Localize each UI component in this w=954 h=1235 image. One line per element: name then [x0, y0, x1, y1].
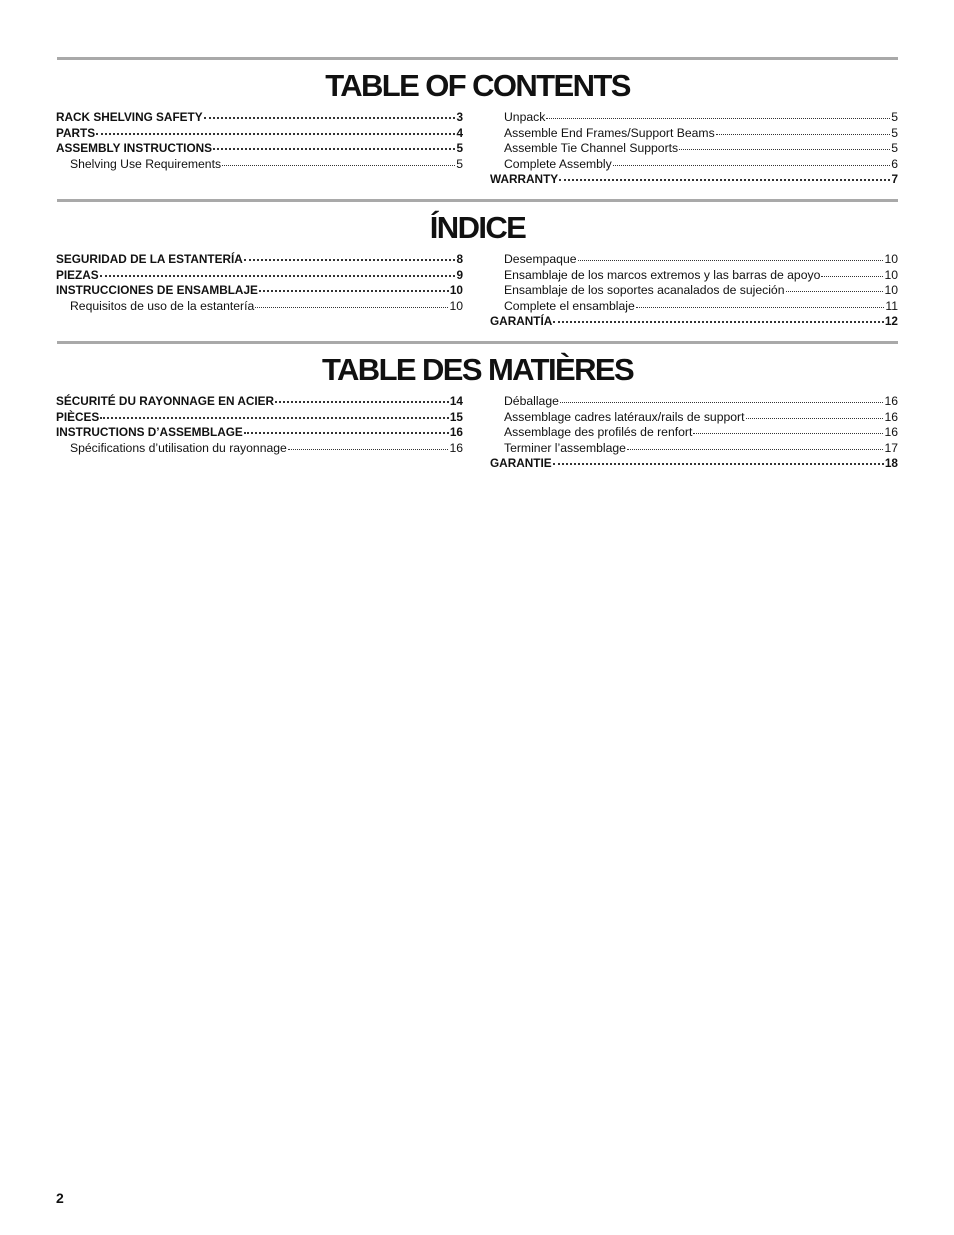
toc-entry-page: 5	[891, 125, 898, 140]
dot-leader	[100, 275, 456, 277]
toc-entry[interactable]	[490, 157, 898, 173]
toc-entry-label: Assemblage cadres latéraux/rails de support	[504, 409, 745, 424]
section-divider	[57, 57, 898, 60]
toc-section-french	[56, 341, 898, 470]
toc-entry[interactable]	[56, 126, 463, 142]
toc-entry-page: 14	[449, 394, 463, 408]
dot-leader	[560, 402, 884, 403]
toc-entry-label: Requisitos de uso de la estantería	[70, 298, 255, 313]
page-number: 2	[56, 1190, 64, 1206]
dot-leader	[244, 432, 449, 434]
toc-entry[interactable]	[56, 268, 463, 284]
toc-entry[interactable]	[490, 425, 898, 441]
toc-right-column	[490, 252, 898, 330]
toc-entry-page: 10	[884, 267, 898, 282]
toc-entry-page: 11	[885, 298, 898, 313]
dot-leader	[213, 148, 455, 150]
dot-leader	[259, 290, 449, 292]
toc-entry[interactable]	[490, 126, 898, 142]
toc-entry[interactable]	[56, 394, 463, 410]
toc-entry-label: SEGURIDAD DE LA ESTANTERÍA	[56, 252, 243, 266]
dot-leader	[627, 449, 884, 450]
toc-entry-page: 9	[456, 267, 463, 282]
toc-left-column	[56, 110, 463, 172]
toc-entry-label: GARANTÍA	[490, 314, 553, 328]
toc-entry[interactable]	[56, 141, 463, 157]
dot-leader	[693, 433, 883, 434]
toc-entry-label: PIEZAS	[56, 267, 99, 282]
dot-leader	[204, 117, 456, 119]
toc-entry-label: Complete Assembly	[504, 156, 612, 171]
dot-leader	[716, 134, 891, 135]
toc-entry[interactable]	[490, 441, 898, 457]
toc-entry-page: 10	[884, 252, 898, 266]
toc-entry-label: ASSEMBLY INSTRUCTIONS	[56, 141, 213, 155]
dot-leader	[821, 276, 883, 277]
dot-leader	[636, 307, 885, 308]
toc-entry-page: 10	[449, 283, 463, 297]
toc-entry-label: WARRANTY	[490, 172, 559, 186]
toc-right-column	[490, 110, 898, 188]
toc-entry-page: 12	[884, 314, 898, 328]
toc-entry-page: 16	[449, 440, 463, 455]
toc-entry-label: Spécifications d’utilisation du rayonnage	[70, 440, 287, 455]
toc-entry[interactable]	[490, 410, 898, 426]
section-title: TABLE DES MATIÈRES	[321, 352, 634, 387]
toc-entry-page: 5	[891, 141, 898, 155]
toc-entry-page: 4	[456, 125, 463, 140]
toc-entry-label: SÉCURITÉ DU RAYONNAGE EN ACIER	[56, 394, 275, 408]
toc-entry-label: Assemble End Frames/Support Beams	[504, 125, 715, 140]
dot-leader	[546, 118, 890, 119]
toc-entry-label: Assemblage des profilés de renfort	[504, 425, 693, 439]
toc-entry-page: 7	[891, 172, 898, 186]
toc-entry[interactable]	[490, 141, 898, 157]
toc-entry[interactable]	[56, 157, 463, 173]
toc-entry-page: 16	[449, 425, 463, 439]
toc-entry-page: 3	[456, 110, 463, 124]
toc-entry-page: 16	[884, 409, 898, 424]
toc-entry-page: 18	[884, 456, 898, 470]
toc-entry-page: 10	[449, 298, 463, 313]
dot-leader	[244, 259, 456, 261]
toc-entry-label: Ensamblaje de los soportes acanalados de sujeción	[504, 283, 785, 297]
toc-entry-page: 5	[891, 110, 898, 124]
dot-leader	[100, 417, 449, 419]
toc-entry[interactable]	[56, 299, 463, 315]
toc-entry-page: 10	[884, 283, 898, 297]
toc-entry[interactable]	[490, 456, 898, 472]
toc-entry-label: Shelving Use Requirements	[70, 156, 222, 171]
dot-leader	[288, 449, 449, 450]
toc-entry-label: Ensamblaje de los marcos extremos y las barras de apoyo	[504, 267, 821, 282]
toc-entry-label: Unpack	[504, 110, 546, 124]
toc-entry[interactable]	[56, 425, 463, 441]
toc-entry[interactable]	[56, 110, 463, 126]
toc-entry-page: 5	[456, 141, 463, 155]
dot-leader	[613, 165, 891, 166]
toc-entry-page: 16	[884, 425, 898, 439]
section-title: ÍNDICE	[429, 210, 526, 245]
toc-entry-label: Terminer l’assemblage	[504, 440, 626, 455]
toc-entry[interactable]	[490, 110, 898, 126]
dot-leader	[559, 179, 890, 181]
dot-leader	[96, 133, 455, 135]
toc-left-column	[56, 394, 463, 456]
toc-entry-label: PARTS	[56, 125, 96, 140]
dot-leader	[578, 260, 884, 261]
dot-leader	[255, 307, 448, 308]
dot-leader	[746, 418, 884, 419]
dot-leader	[786, 291, 884, 292]
toc-left-column	[56, 252, 463, 314]
toc-entry-label: GARANTIE	[490, 456, 552, 470]
toc-section-spanish	[56, 199, 898, 328]
toc-entry[interactable]	[490, 283, 898, 299]
toc-entry-page: 16	[884, 394, 898, 408]
toc-entry-label: Complete el ensamblaje	[504, 298, 635, 313]
toc-entry[interactable]	[490, 299, 898, 315]
toc-entry-label: Assemble Tie Channel Supports	[504, 141, 679, 155]
dot-leader	[553, 321, 884, 323]
section-title: TABLE OF CONTENTS	[325, 68, 630, 103]
section-divider	[57, 199, 898, 202]
toc-entry-page: 17	[884, 440, 898, 455]
toc-entry-label: INSTRUCTIONS D’ASSEMBLAGE	[56, 425, 243, 439]
section-divider	[57, 341, 898, 344]
dot-leader	[679, 149, 890, 150]
toc-entry[interactable]	[490, 252, 898, 268]
toc-entry-page: 6	[891, 156, 898, 171]
toc-entry-label: INSTRUCCIONES DE ENSAMBLAJE	[56, 283, 258, 297]
toc-entry[interactable]	[56, 283, 463, 299]
toc-entry[interactable]	[490, 394, 898, 410]
toc-entry-page: 15	[449, 409, 463, 424]
dot-leader	[553, 463, 884, 465]
toc-entry-label: RACK SHELVING SAFETY	[56, 110, 203, 124]
toc-entry[interactable]	[490, 314, 898, 330]
toc-entry-page: 5	[456, 156, 463, 171]
toc-entry[interactable]	[56, 252, 463, 268]
toc-entry-page: 8	[456, 252, 463, 266]
dot-leader	[222, 165, 455, 166]
toc-section-english	[56, 57, 898, 186]
toc-entry[interactable]	[490, 172, 898, 188]
toc-entry[interactable]	[56, 410, 463, 426]
toc-entry-label: PIÈCES	[56, 409, 100, 424]
toc-entry[interactable]	[56, 441, 463, 457]
toc-entry-label: Desempaque	[504, 252, 577, 266]
toc-entry-label: Déballage	[504, 394, 559, 408]
dot-leader	[275, 401, 449, 403]
toc-entry[interactable]	[490, 268, 898, 284]
toc-right-column	[490, 394, 898, 472]
